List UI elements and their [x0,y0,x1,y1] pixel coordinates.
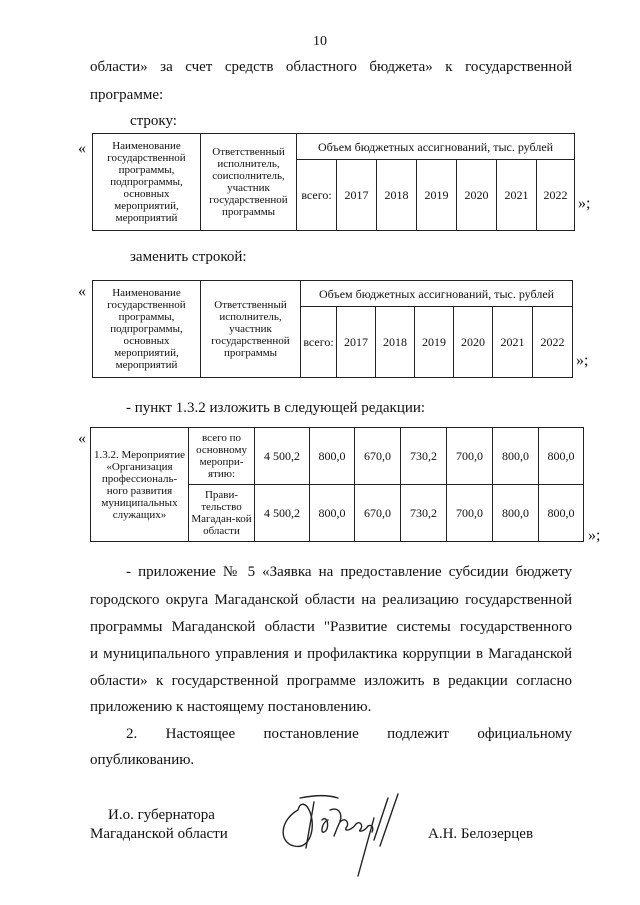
value-cell: 4 500,2 [255,485,310,542]
table-point-1-3-2 [90,427,584,542]
value-cell: 800,0 [539,428,584,485]
signatory-name: А.Н. Белозерцев [428,826,534,842]
replace-label: заменить строкой: [130,249,247,265]
header-year: 2018 [376,307,415,378]
appendix-line: приложению к настоящему постановлению. [90,699,372,715]
header-year: 2017 [337,160,377,231]
row-executor-label: Прави-тельство Магадан-кой области [189,485,255,542]
close-quote: »; [576,352,589,369]
open-quote: « [78,283,86,300]
value-cell: 670,0 [355,485,401,542]
value-cell: 700,0 [447,428,493,485]
appendix-line: области» к государственной программе изложить в редакции согласно [90,673,572,689]
header-executor: Ответственный исполнитель, соисполнитель, участник государственной программы [201,134,297,231]
value-cell: 700,0 [447,485,493,542]
value-cell: 4 500,2 [255,428,310,485]
header-year: 2019 [415,307,454,378]
intro-line-2: программе: [90,87,164,103]
page-number: 10 [313,34,327,49]
value-cell: 730,2 [401,428,447,485]
signatory-title-line-1: И.о. губернатора [108,807,215,823]
header-year: 2017 [337,307,376,378]
header-year: 2019 [417,160,457,231]
header-total: всего: [297,160,337,231]
value-cell: 800,0 [539,485,584,542]
value-cell: 800,0 [493,428,539,485]
open-quote: « [78,140,86,157]
signatory-title-line-2: Магаданской области [90,826,228,842]
value-cell: 800,0 [310,485,355,542]
handwritten-signature [270,780,410,880]
close-quote: »; [588,527,601,544]
appendix-line: городского округа Магаданской области на реализацию государственной [90,592,572,608]
header-year: 2018 [377,160,417,231]
appendix-line: и муниципального управления и профилактика коррупции в Магаданской [90,646,572,662]
table-original-row [92,133,575,231]
header-year: 2022 [537,160,575,231]
value-cell: 730,2 [401,485,447,542]
table-replacement-row [92,280,573,378]
clause-2-line-1: 2. Настоящее постановление подлежит официальному [126,726,572,742]
value-cell: 800,0 [493,485,539,542]
value-cell: 670,0 [355,428,401,485]
header-budget: Объем бюджетных ассигнований, тыс. рублей [297,134,575,160]
appendix-line: - приложение № 5 «Заявка на предоставление субсидии бюджету [126,564,572,580]
measure-name: 1.3.2. Мероприятие «Организация профессиональ-ного развития муниципальных служащих» [91,428,189,542]
header-program-name: Наименование государственной программы, подпрограммы, основных мероприятий, мероприятий [93,281,201,378]
open-quote: « [78,430,86,447]
header-program-name: Наименование государственной программы, подпрограммы, основных мероприятий, мероприятий [93,134,201,231]
close-quote: »; [578,195,591,212]
header-year: 2020 [457,160,497,231]
intro-line-1: области» за счет средств областного бюджета» к государственной [90,59,572,75]
appendix-line: программы Магаданской области "Развитие системы государственного [90,619,572,635]
header-year: 2022 [533,307,573,378]
header-budget: Объем бюджетных ассигнований, тыс. рублей [301,281,573,307]
row-total-label: всего по основному меропри-ятию: [189,428,255,485]
row-label: строку: [130,113,177,129]
header-year: 2021 [493,307,533,378]
header-executor: Ответственный исполнитель, участник государственной программы [201,281,301,378]
header-total: всего: [301,307,337,378]
header-year: 2021 [497,160,537,231]
value-cell: 800,0 [310,428,355,485]
header-year: 2020 [454,307,493,378]
clause-2-line-2: опубликованию. [90,752,195,768]
point-label: - пункт 1.3.2 изложить в следующей редакции: [126,400,426,416]
